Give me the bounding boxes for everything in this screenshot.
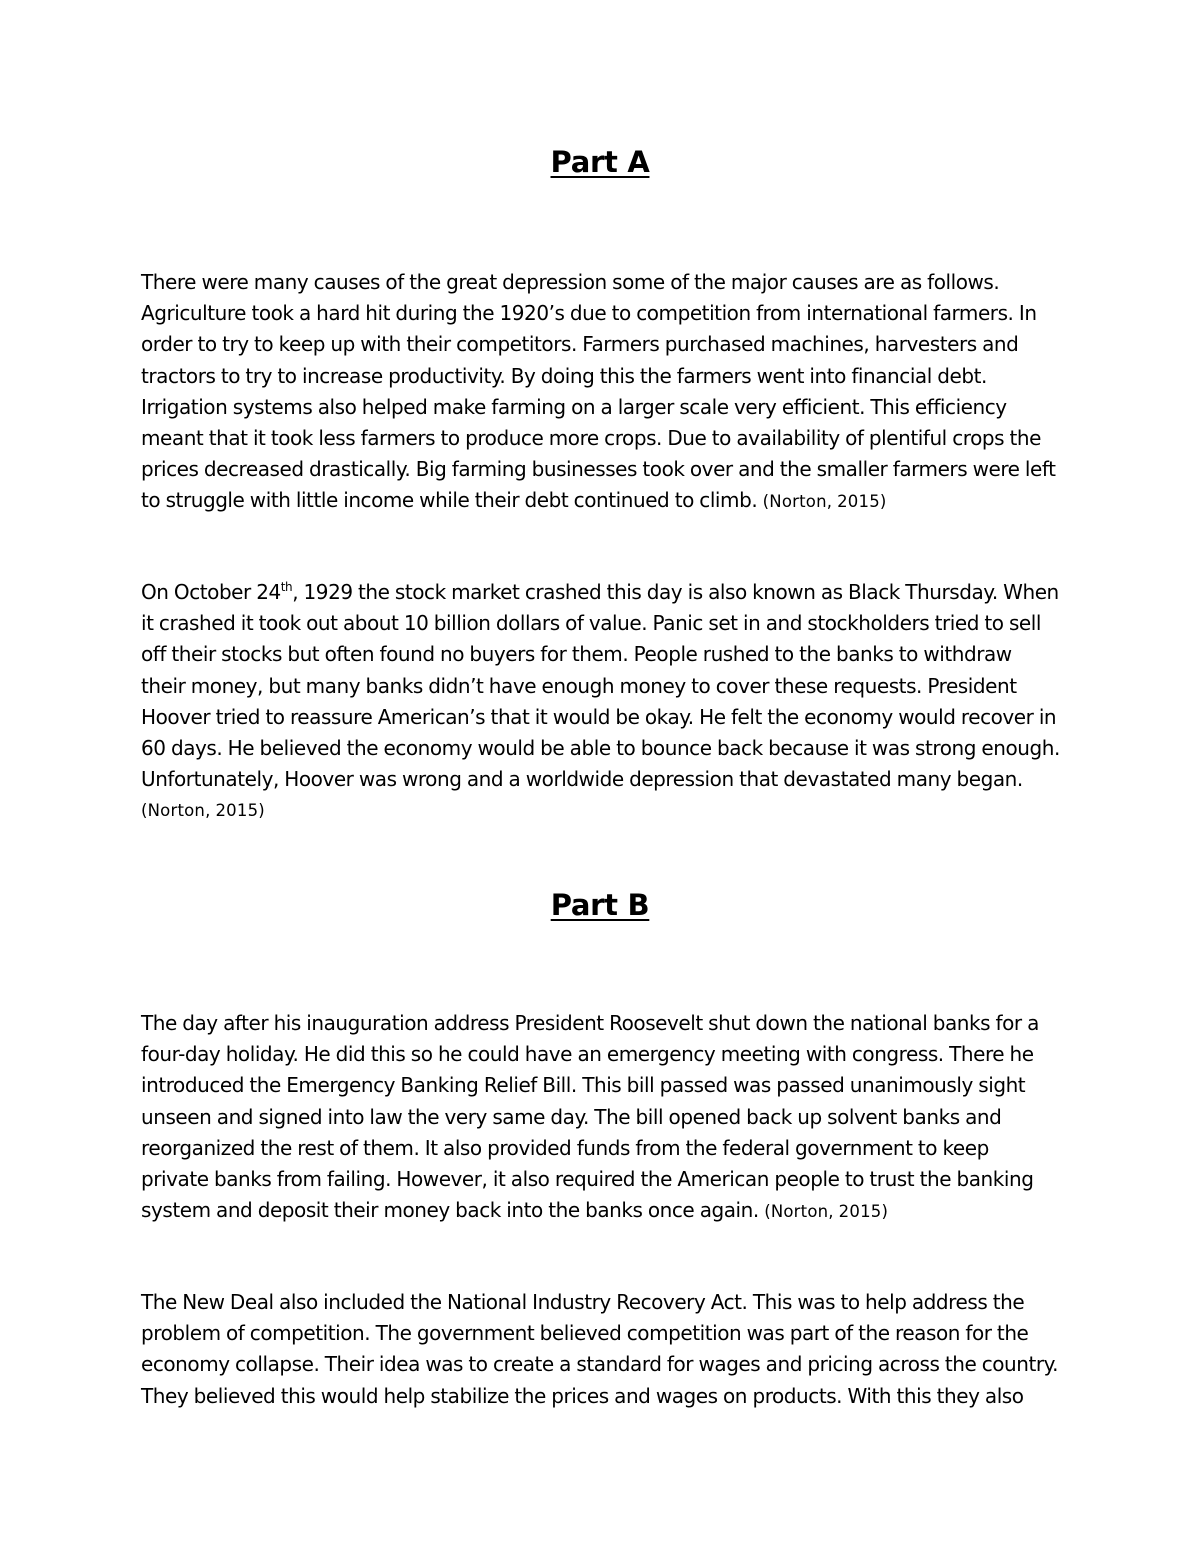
text-line: 60 days. He believed the economy would be able to bounce back because it was strong enough. [141,736,1060,761]
text-line: it crashed it took out about 10 billion dollars of value. Panic set in and stockholders tried to sell [141,611,1041,636]
text-line [141,1195,1076,1227]
text-line: Hoover tried to reassure American’s that it would be okay. He felt the economy would recover in [141,704,1057,729]
text-line: reorganized the rest of them. It also provided funds from the federal government to keep [141,1135,989,1160]
text-line: order to try to keep up with their competitors. Farmers purchased machines, harvesters and [141,332,1019,357]
text-line: They believed this would help stabilize the prices and wages on products. With this they also [141,1383,1024,1408]
text-line: Unfortunately, Hoover was wrong and a worldwide depression that devastated many began. [141,767,1023,792]
text-line: The New Deal also included the National Industry Recovery Act. This was to help address the [141,1290,1025,1314]
part-a-paragraph-2 [141,577,1076,827]
text-line [141,577,1076,608]
text-line: Irrigation systems also helped make farming on a larger scale very efficient. This efficiency [141,394,1007,419]
text-line: private banks from failing. However, it also required the American people to trust the banking [141,1167,1034,1192]
text-line: introduced the Emergency Banking Relief Bill. This bill passed was passed unanimously sight [141,1073,1026,1098]
text-line: prices decreased drastically. Big farming businesses took over and the smaller farmers were left [141,457,1056,482]
part-b-paragraph-2 [141,1287,1076,1412]
text-line: Agriculture took a hard hit during the 1920’s due to competition from international farmers. In [141,301,1037,326]
part-a-heading: Part A [550,145,650,179]
text-fragment: On October 24 [141,580,281,604]
text-fragment: system and deposit their money back into the banks once again. [141,1198,765,1223]
text-line: four-day holiday. He did this so he could have an emergency meeting with congress. There he [141,1042,1034,1067]
text-line: There were many causes of the great depression some of the major causes are as follows. [141,270,1000,294]
text-line [141,485,1076,517]
text-line: unseen and signed into law the very same day. The bill opened back up solvent banks and [141,1104,1002,1129]
citation: (Norton, 2015) [141,801,265,821]
text-line: tractors to try to increase productivity. By doing this the farmers went into financial debt. [141,363,987,388]
part-a-paragraph-1 [141,267,1076,518]
text-line: problem of competition. The government believed competition was part of the reason for the [141,1321,1029,1346]
citation: (Norton, 2015) [764,1202,889,1222]
citation: (Norton, 2015) [762,492,887,512]
part-b-paragraph-1 [141,1008,1076,1227]
text-line: The day after his inauguration address President Roosevelt shut down the national banks for a [141,1011,1039,1035]
text-line: meant that it took less farmers to produce more crops. Due to availability of plentiful crops the [141,426,1041,451]
text-line: off their stocks but often found no buyers for them. People rushed to the banks to withdraw [141,642,1012,667]
text-fragment: , 1929 the stock market crashed this day is also known as Black Thursday. When [292,580,1059,604]
text-line: their money, but many banks didn’t have enough money to cover these requests. President [141,673,1017,698]
part-b-heading: Part B [550,888,650,922]
text-fragment: to struggle with little income while their debt continued to climb. [141,488,763,513]
text-line: economy collapse. Their idea was to create a standard for wages and pricing across the country. [141,1352,1059,1377]
ordinal-superscript: th [280,580,293,594]
